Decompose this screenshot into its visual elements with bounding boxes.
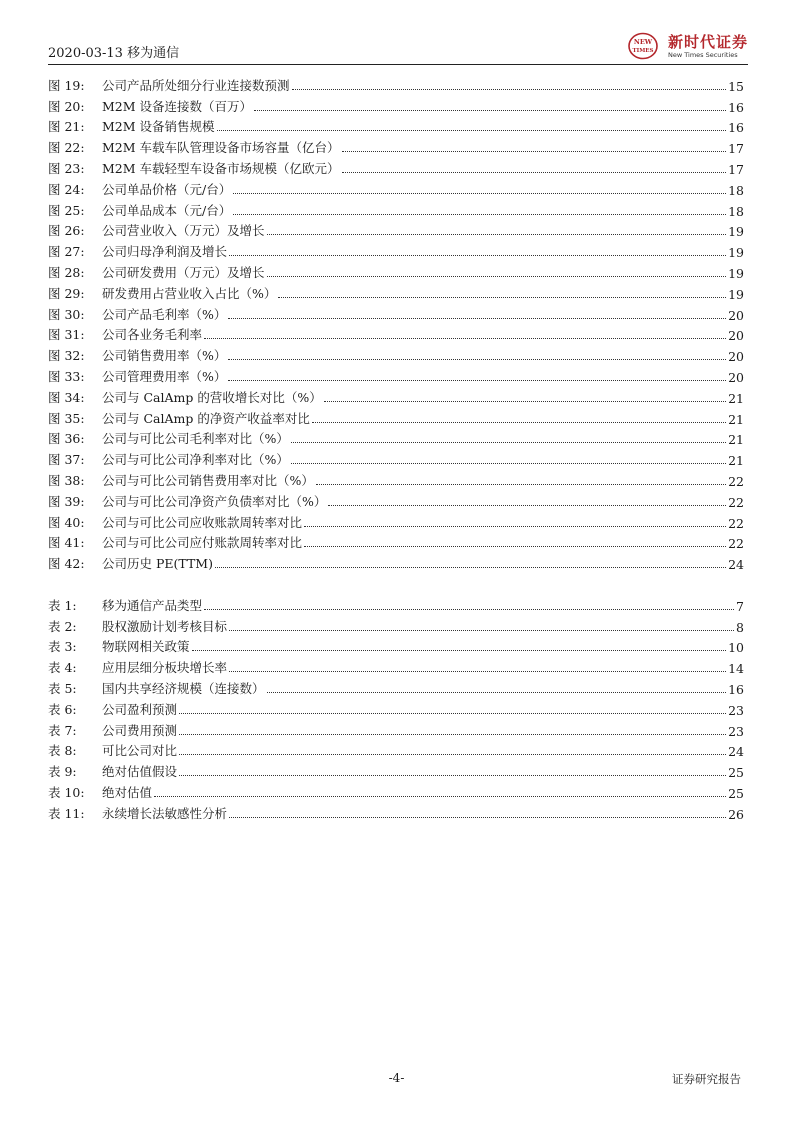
- dot-leader: [229, 671, 726, 672]
- entry-page-number: 17: [728, 161, 744, 177]
- entry-title: 公司管理费用率（%）: [102, 368, 227, 384]
- toc-table-entry[interactable]: [48, 614, 744, 635]
- entry-label: 表 4:: [48, 660, 77, 676]
- dot-leader: [267, 234, 727, 235]
- dot-leader: [192, 650, 727, 651]
- entry-page-number: 17: [728, 141, 744, 157]
- dot-leader: [229, 817, 726, 818]
- dot-leader: [291, 442, 726, 443]
- entry-title: M2M 设备销售规模: [102, 119, 215, 135]
- dot-leader: [233, 214, 726, 215]
- entry-label: 图 30:: [48, 306, 85, 322]
- toc-table-entry[interactable]: [48, 739, 744, 760]
- dot-leader: [179, 734, 726, 735]
- entry-page-number: 20: [728, 369, 744, 385]
- entry-title: 公司与可比公司净利率对比（%）: [102, 452, 289, 468]
- dot-leader: [228, 380, 726, 381]
- svg-text:TIMES: TIMES: [632, 48, 654, 54]
- svg-text:NEW: NEW: [633, 38, 653, 46]
- entry-page-number: 26: [728, 806, 744, 822]
- toc-figure-entry[interactable]: [48, 260, 744, 281]
- figure-list: [48, 73, 744, 572]
- dot-leader: [229, 255, 726, 256]
- entry-page-number: 10: [728, 640, 744, 656]
- table-list: [48, 593, 744, 822]
- dot-leader: [229, 630, 734, 631]
- toc-figure-entry[interactable]: [48, 406, 744, 427]
- toc-figure-entry[interactable]: [48, 219, 744, 240]
- entry-title: 公司与可比公司销售费用率对比（%）: [102, 472, 314, 488]
- entry-page-number: 21: [728, 453, 744, 469]
- dot-leader: [179, 713, 726, 714]
- entry-label: 表 8:: [48, 743, 77, 759]
- entry-label: 图 33:: [48, 368, 85, 384]
- entry-title: 公司与可比公司净资产负债率对比（%）: [102, 493, 327, 509]
- entry-title: 物联网相关政策: [102, 639, 190, 655]
- entry-label: 图 24:: [48, 181, 85, 197]
- entry-page-number: 8: [736, 619, 744, 635]
- dot-leader: [267, 276, 727, 277]
- company-logo: [628, 30, 749, 62]
- entry-label: 表 2:: [48, 618, 77, 634]
- entry-page-number: 16: [728, 120, 744, 136]
- toc-figure-entry[interactable]: [48, 468, 744, 489]
- entry-label: 表 3:: [48, 639, 77, 655]
- entry-title: 绝对估值假设: [102, 764, 178, 780]
- entry-title: 公司产品毛利率（%）: [102, 306, 227, 322]
- entry-label: 表 5:: [48, 680, 77, 696]
- toc-figure-entry[interactable]: [48, 343, 744, 364]
- dot-leader: [254, 110, 726, 111]
- entry-title: 国内共享经济规模（连接数）: [102, 680, 265, 696]
- entry-page-number: 21: [728, 411, 744, 427]
- entry-page-number: 19: [728, 286, 744, 302]
- entry-title: 公司历史 PE(TTM): [102, 556, 213, 572]
- entry-page-number: 23: [728, 723, 744, 739]
- toc-figure-entry[interactable]: [48, 510, 744, 531]
- entry-label: 图 22:: [48, 140, 85, 156]
- toc-table-entry[interactable]: [48, 635, 744, 656]
- toc-figure-entry[interactable]: [48, 177, 744, 198]
- entry-title: 公司与可比公司应付账款周转率对比: [102, 535, 303, 551]
- dot-leader: [304, 526, 726, 527]
- entry-page-number: 22: [728, 515, 744, 531]
- entry-title: 公司各业务毛利率: [102, 327, 203, 343]
- entry-label: 图 35:: [48, 410, 85, 426]
- entry-label: 图 38:: [48, 472, 85, 488]
- logo-english-name: New Times Securities: [668, 51, 738, 59]
- entry-label: 图 39:: [48, 493, 85, 509]
- dot-leader: [304, 546, 726, 547]
- toc-table-entry[interactable]: [48, 697, 744, 718]
- toc-table-entry[interactable]: [48, 655, 744, 676]
- entry-title: 公司单品价格（元/台）: [102, 181, 232, 197]
- dot-leader: [342, 151, 727, 152]
- entry-title: 公司产品所处细分行业连接数预测: [102, 77, 290, 93]
- entry-page-number: 19: [728, 245, 744, 261]
- entry-label: 图 21:: [48, 119, 85, 135]
- toc-figure-entry[interactable]: [48, 323, 744, 344]
- dot-leader: [312, 422, 726, 423]
- entry-title: 公司归母净利润及增长: [102, 244, 228, 260]
- logo-chinese-name: 新时代证券: [668, 33, 749, 51]
- dot-leader: [204, 338, 726, 339]
- toc-figure-entry[interactable]: [48, 115, 744, 136]
- entry-page-number: 20: [728, 307, 744, 323]
- toc-figure-entry[interactable]: [48, 551, 744, 572]
- dot-leader: [342, 172, 727, 173]
- entry-title: 公司与 CalAmp 的净资产收益率对比: [102, 410, 310, 426]
- entry-label: 图 40:: [48, 514, 85, 530]
- toc-figure-entry[interactable]: [48, 73, 744, 94]
- toc-table-entry[interactable]: [48, 801, 744, 822]
- entry-title: 公司与可比公司应收账款周转率对比: [102, 514, 303, 530]
- dot-leader: [267, 692, 727, 693]
- dot-leader: [278, 297, 726, 298]
- dot-leader: [324, 401, 726, 402]
- entry-label: 图 37:: [48, 452, 85, 468]
- entry-label: 图 36:: [48, 431, 85, 447]
- dot-leader: [292, 89, 727, 90]
- entry-title: 公司与 CalAmp 的营收增长对比（%）: [102, 389, 322, 405]
- entry-title: 研发费用占营业收入占比（%）: [102, 285, 277, 301]
- entry-title: 可比公司对比: [102, 743, 178, 759]
- header-divider: [48, 64, 748, 65]
- toc-figure-entry[interactable]: [48, 198, 744, 219]
- entry-page-number: 15: [728, 78, 744, 94]
- entry-label: 表 9:: [48, 764, 77, 780]
- entry-page-number: 14: [728, 661, 744, 677]
- toc-figure-entry[interactable]: [48, 156, 744, 177]
- entry-title: 公司盈利预测: [102, 701, 178, 717]
- entry-page-number: 25: [728, 785, 744, 801]
- entry-page-number: 16: [728, 681, 744, 697]
- dot-leader: [316, 484, 726, 485]
- entry-label: 图 25:: [48, 202, 85, 218]
- toc-figure-entry[interactable]: [48, 489, 744, 510]
- entry-label: 图 42:: [48, 556, 85, 572]
- entry-page-number: 22: [728, 473, 744, 489]
- entry-title: 公司销售费用率（%）: [102, 348, 227, 364]
- entry-page-number: 23: [728, 702, 744, 718]
- entry-title: 永续增长法敏感性分析: [102, 805, 228, 821]
- entry-page-number: 21: [728, 432, 744, 448]
- entry-label: 图 27:: [48, 244, 85, 260]
- entry-title: 公司与可比公司毛利率对比（%）: [102, 431, 289, 447]
- toc-figure-entry[interactable]: [48, 302, 744, 323]
- toc-figure-entry[interactable]: [48, 239, 744, 260]
- entry-page-number: 22: [728, 494, 744, 510]
- entry-page-number: 16: [728, 99, 744, 115]
- entry-title: 绝对估值: [102, 784, 153, 800]
- dot-leader: [204, 609, 734, 610]
- dot-leader: [179, 775, 726, 776]
- entry-title: 股权激励计划考核目标: [102, 618, 228, 634]
- entry-label: 表 6:: [48, 701, 77, 717]
- entry-label: 表 11:: [48, 805, 85, 821]
- footer-doc-type: 证券研究报告: [672, 1072, 741, 1086]
- entry-page-number: 19: [728, 224, 744, 240]
- logo-badge-icon: [628, 32, 658, 60]
- entry-page-number: 18: [728, 203, 744, 219]
- toc-figure-entry[interactable]: [48, 364, 744, 385]
- entry-page-number: 24: [728, 744, 744, 760]
- toc-table-entry[interactable]: [48, 780, 744, 801]
- entry-label: 图 41:: [48, 535, 85, 551]
- entry-title: 应用层细分板块增长率: [102, 660, 228, 676]
- toc-figure-entry[interactable]: [48, 447, 744, 468]
- dot-leader: [233, 193, 726, 194]
- entry-title: 公司研发费用（万元）及增长: [102, 264, 265, 280]
- entry-label: 图 19:: [48, 77, 85, 93]
- header-date-company: 2020-03-13 移为通信: [48, 46, 180, 61]
- entry-label: 图 29:: [48, 285, 85, 301]
- dot-leader: [154, 796, 726, 797]
- entry-page-number: 22: [728, 536, 744, 552]
- entry-page-number: 20: [728, 349, 744, 365]
- entry-label: 表 7:: [48, 722, 77, 738]
- dot-leader: [228, 318, 726, 319]
- entry-page-number: 25: [728, 765, 744, 781]
- entry-page-number: 20: [728, 328, 744, 344]
- entry-label: 表 1:: [48, 597, 77, 613]
- dot-leader: [217, 130, 727, 131]
- entry-page-number: 18: [728, 182, 744, 198]
- entry-label: 图 26:: [48, 223, 85, 239]
- dot-leader: [215, 567, 726, 568]
- entry-title: 公司营业收入（万元）及增长: [102, 223, 265, 239]
- dot-leader: [228, 359, 726, 360]
- entry-label: 图 23:: [48, 160, 85, 176]
- entry-label: 图 28:: [48, 264, 85, 280]
- entry-title: M2M 车载轻型车设备市场规模（亿欧元）: [102, 160, 340, 176]
- dot-leader: [179, 754, 726, 755]
- toc-figure-entry[interactable]: [48, 94, 744, 115]
- entry-title: 移为通信产品类型: [102, 597, 203, 613]
- page-number: -4-: [388, 1071, 405, 1085]
- dot-leader: [291, 463, 726, 464]
- entry-label: 图 32:: [48, 348, 85, 364]
- toc-figure-entry[interactable]: [48, 427, 744, 448]
- entry-page-number: 21: [728, 390, 744, 406]
- toc-figure-entry[interactable]: [48, 135, 744, 156]
- entry-title: M2M 车载车队管理设备市场容量（亿台）: [102, 140, 340, 156]
- entry-label: 表 10:: [48, 784, 85, 800]
- entry-title: M2M 设备连接数（百万）: [102, 98, 253, 114]
- toc-figure-entry[interactable]: [48, 385, 744, 406]
- toc-table-entry[interactable]: [48, 593, 744, 614]
- dot-leader: [328, 505, 726, 506]
- entry-label: 图 20:: [48, 98, 85, 114]
- toc-table-entry[interactable]: [48, 718, 744, 739]
- toc-table-entry[interactable]: [48, 759, 744, 780]
- toc-figure-entry[interactable]: [48, 531, 744, 552]
- entry-page-number: 7: [736, 598, 744, 614]
- entry-title: 公司单品成本（元/台）: [102, 202, 232, 218]
- entry-page-number: 24: [728, 557, 744, 573]
- toc-figure-entry[interactable]: [48, 281, 744, 302]
- toc-table-entry[interactable]: [48, 676, 744, 697]
- entry-label: 图 31:: [48, 327, 85, 343]
- entry-title: 公司费用预测: [102, 722, 178, 738]
- entry-page-number: 19: [728, 265, 744, 281]
- entry-label: 图 34:: [48, 389, 85, 405]
